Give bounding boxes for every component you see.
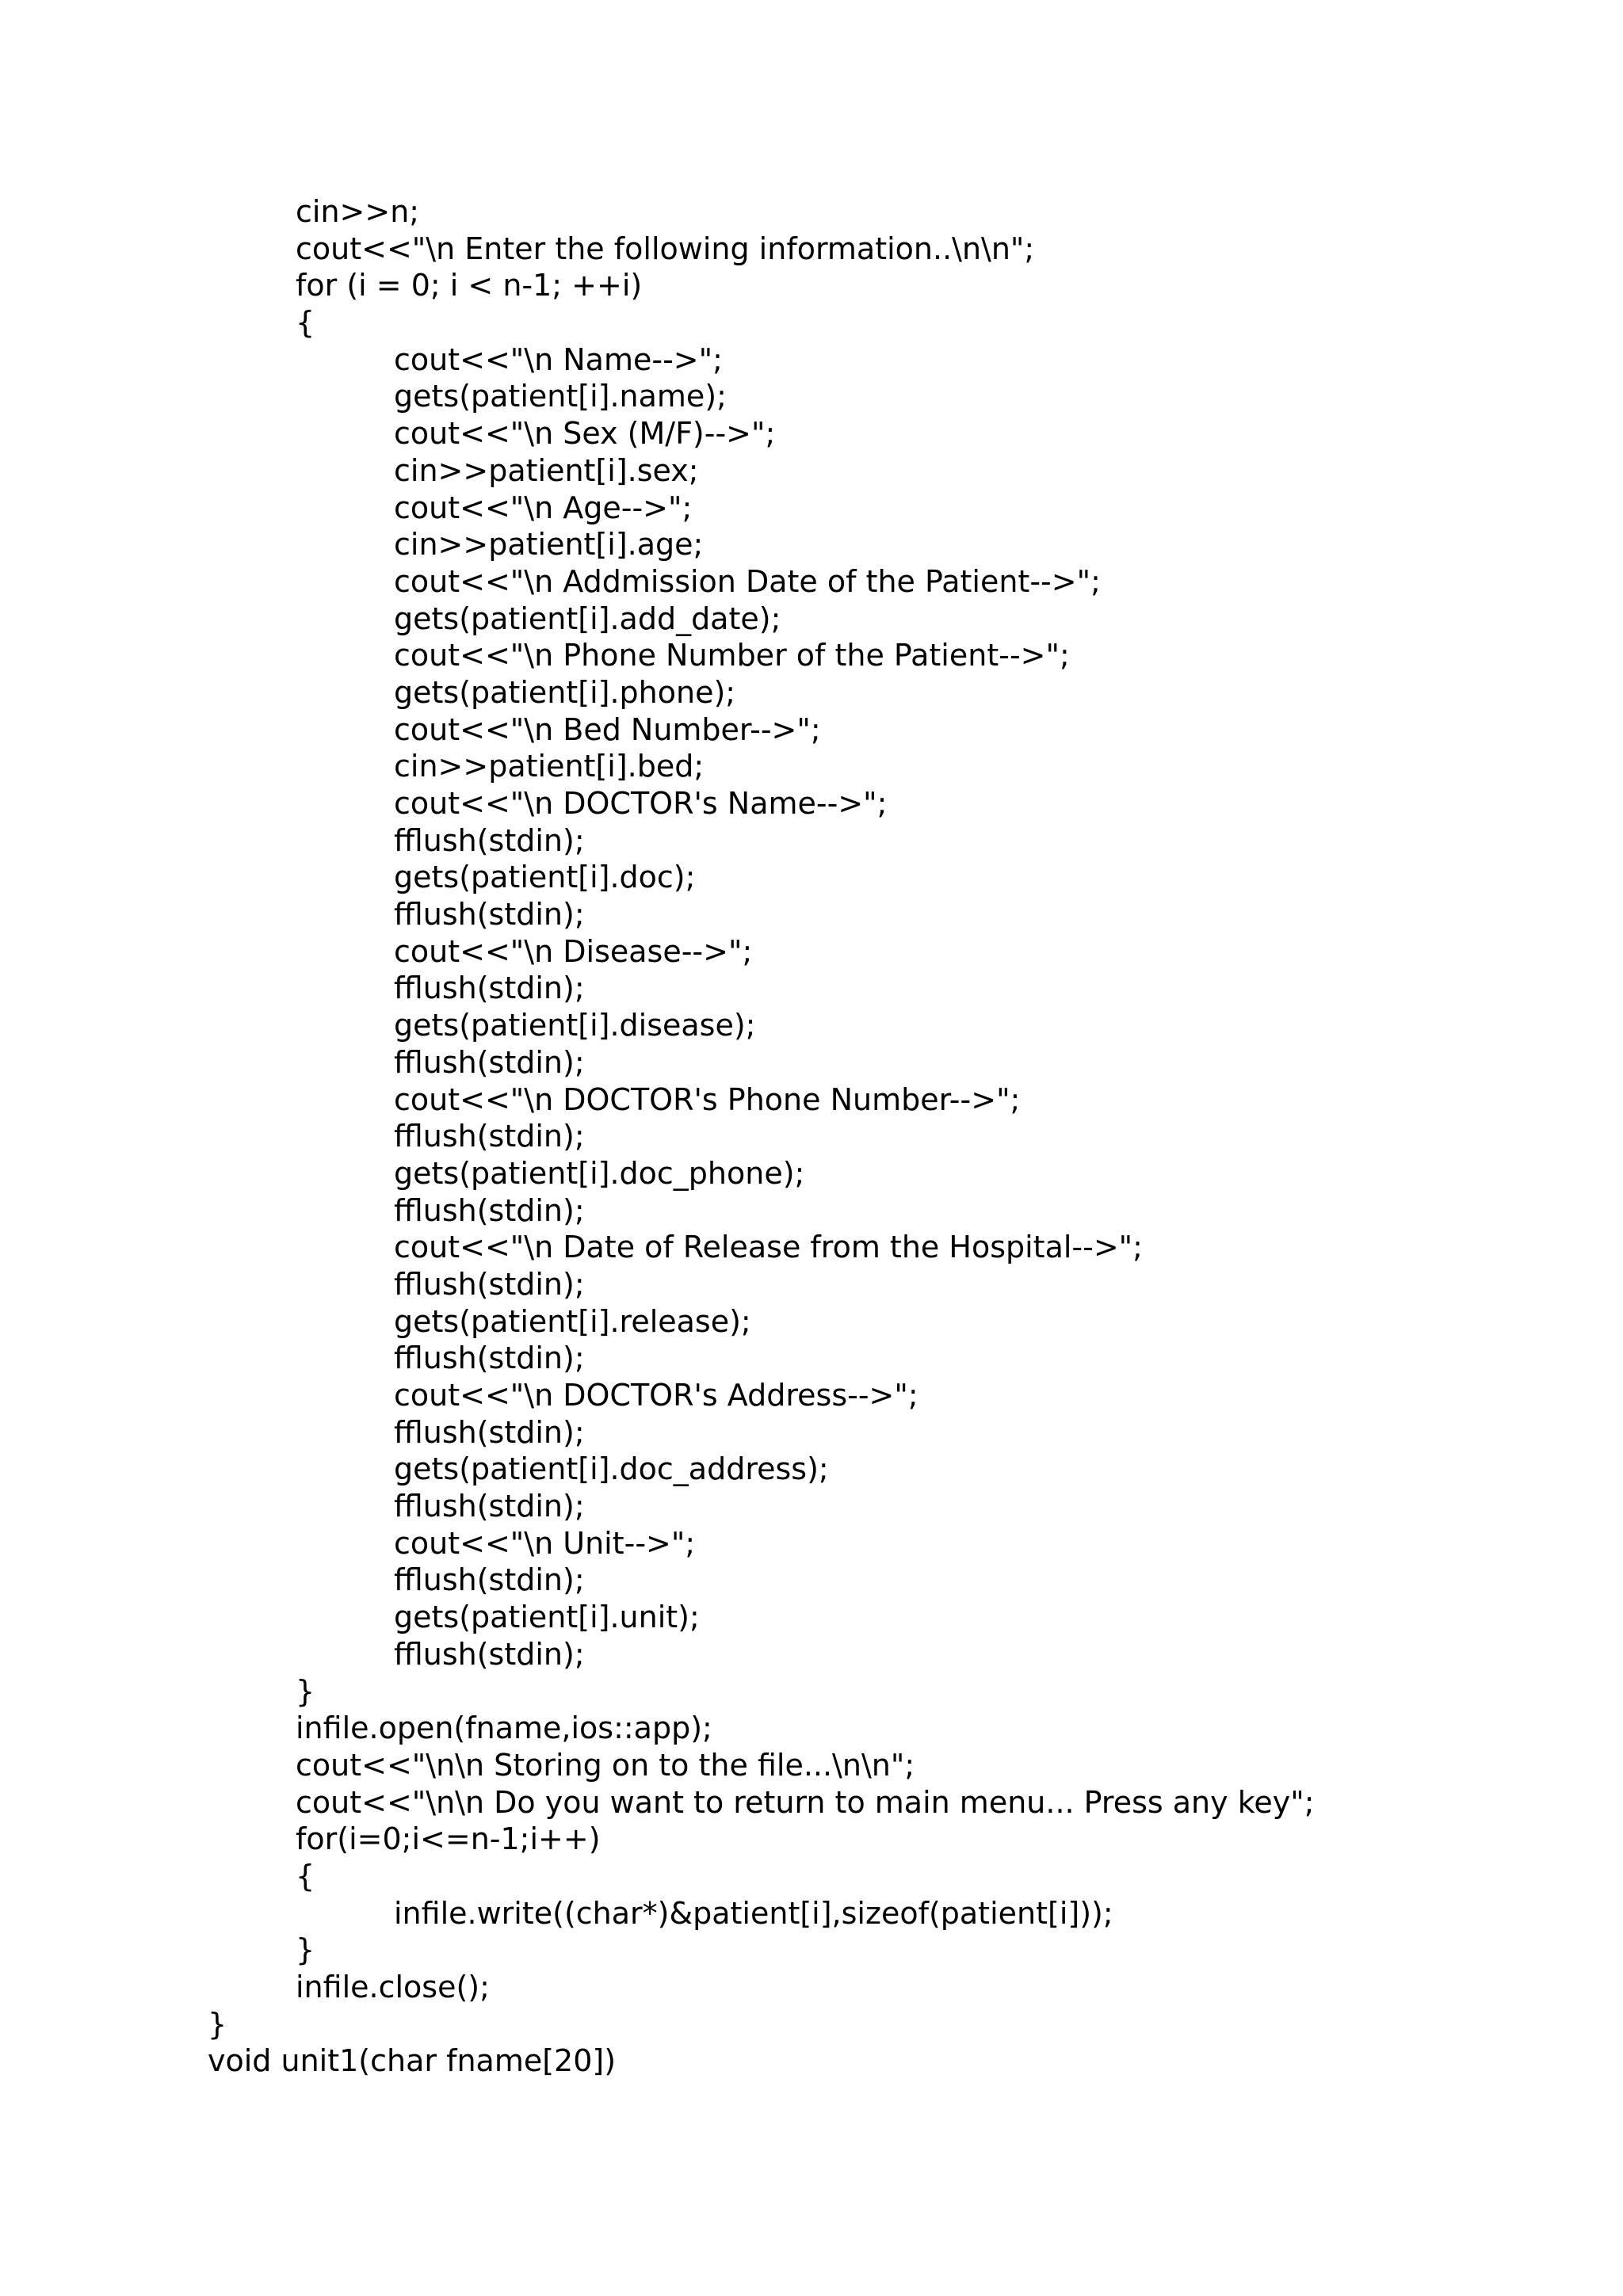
code-line: cout<<"\n Unit-->"; [394,1525,696,1561]
code-line: cin>>n; [296,194,420,229]
code-line: { [296,1858,315,1894]
code-line: cout<<"\n DOCTOR's Name-->"; [394,786,888,821]
code-line: gets(patient[i].doc); [394,860,696,895]
code-line: cin>>patient[i].sex; [394,452,699,488]
code-line: cout<<"\n DOCTOR's Address-->"; [394,1378,918,1413]
code-line: fflush(stdin); [394,1044,585,1080]
code-line: } [208,2006,227,2042]
code-line: } [296,1932,315,1968]
code-line: infile.write((char*)&patient[i],sizeof(patient[i])); [394,1895,1113,1931]
code-line: void unit1(char fname[20]) [208,2043,617,2079]
code-line: cout<<"\n Name-->"; [394,341,723,377]
code-line: fflush(stdin); [394,1119,585,1154]
code-line: fflush(stdin); [394,1636,585,1672]
code-line: gets(patient[i].add_date); [394,601,781,636]
code-line: { [296,305,315,341]
code-line: cout<<"\n\n Do you want to return to main menu... Press any key"; [296,1784,1315,1820]
code-line: gets(patient[i].disease); [394,1008,756,1043]
code-line: fflush(stdin); [394,897,585,933]
code-line: cout<<"\n Addmission Date of the Patient-->"; [394,563,1101,599]
code-line: gets(patient[i].phone); [394,674,736,710]
code-line: cout<<"\n Bed Number-->"; [394,711,821,747]
code-line: cout<<"\n Disease-->"; [394,933,753,969]
code-line: fflush(stdin); [394,1266,585,1302]
code-listing [208,193,1315,2080]
code-line: gets(patient[i].doc_address); [394,1451,829,1487]
code-line: cout<<"\n\n Storing on to the file...\n\n"; [296,1747,915,1783]
code-line: for(i=0;i<=n-1;i++) [296,1821,601,1857]
code-line: cout<<"\n Sex (M/F)-->"; [394,416,776,452]
code-line: gets(patient[i].unit); [394,1600,700,1635]
code-line: fflush(stdin); [394,1341,585,1376]
code-line: cout<<"\n Enter the following information..\n\n"; [296,231,1035,266]
code-line: fflush(stdin); [394,1192,585,1228]
code-line: cout<<"\n DOCTOR's Phone Number-->"; [394,1081,1021,1117]
code-line: fflush(stdin); [394,1414,585,1450]
code-line: gets(patient[i].release); [394,1303,751,1339]
code-line: infile.open(fname,ios::app); [296,1711,712,1746]
code-line: for (i = 0; i < n-1; ++i) [296,268,643,303]
code-line: cout<<"\n Date of Release from the Hospital-->"; [394,1230,1143,1265]
code-line: cin>>patient[i].age; [394,527,704,563]
code-line: infile.close(); [296,1970,490,2004]
code-line: fflush(stdin); [394,822,585,858]
code-line: gets(patient[i].doc_phone); [394,1155,805,1191]
code-line: } [296,1673,315,1709]
code-line: cout<<"\n Phone Number of the Patient-->"; [394,638,1070,673]
code-line: fflush(stdin); [394,1489,585,1524]
code-line: cin>>patient[i].bed; [394,749,705,784]
code-line: fflush(stdin); [394,1562,585,1598]
code-line: fflush(stdin); [394,971,585,1006]
code-line: gets(patient[i].name); [394,379,727,414]
code-line: cout<<"\n Age-->"; [394,490,693,525]
